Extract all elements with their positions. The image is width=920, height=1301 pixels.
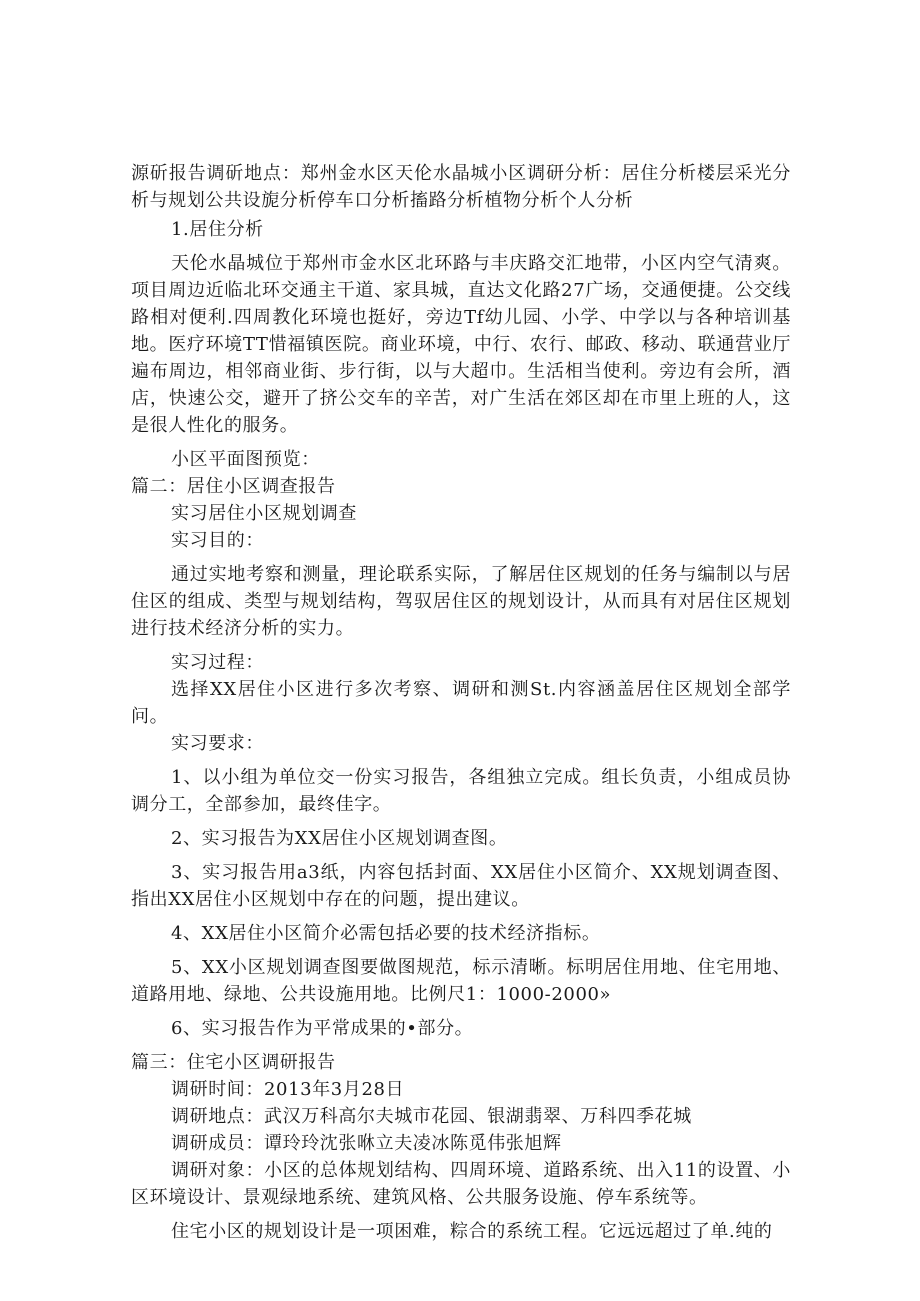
requirement-item-3: 3、实习报告用a3纸，内容包括封面、XX居住小区简介、XX规划调查图、指出XX居住小区规划中存在的问题，提出建议。	[131, 862, 791, 910]
survey-members: 调研成员：谭玲玲沈张咻立夫凌冰陈觅伟张旭辉	[171, 1133, 562, 1154]
requirement-item-4: 4、XX居住小区简介必需包括必要的技术经济指标。	[171, 923, 601, 944]
requirement-item-6: 6、实习报告作为平常成果的•部分。	[171, 1018, 474, 1039]
survey-place: 调研地点：武汉万科高尔夫城市花园、银湖翡翠、万科四季花城	[171, 1106, 692, 1127]
residential-analysis-paragraph: 天伦水晶城位于郑州市金水区北环路与丰庆路交汇地带，小区内空气清爽。项目周边近临北环交通主干道、家具城，直达文化路27广场，交通便捷。公交线路相对便利.四周教化环境也挺好，旁边Tf幼儿园、小学、中学以与各种培训基地。医疗环境TT惜福镇医院。商业环境，中行、农行、邮政、移动、联通营业厅遍布周边，相邻商业街、步行街，以与大超巾。生活相当使利。旁边有会所，酒店，快速公交，避开了挤公交车的辛苦，对广生活在郊区却在市里上班的人，这是很人性化的服务。	[131, 253, 791, 436]
purpose-label: 实习目的：	[171, 530, 264, 551]
process-label: 实习过程：	[171, 652, 264, 673]
section-title-residential-analysis: 1.居住分析	[171, 219, 264, 240]
document-page	[131, 160, 791, 1245]
requirement-item-5: 5、XX小区规划调查图要做图规范，标示清晰。标明居住用地、住宅用地、道路用地、绿地、公共设施用地。比例尺1：1000-2000»	[131, 957, 791, 1005]
part-three-title: 篇三：住宅小区调研报告	[131, 1052, 336, 1073]
survey-objects: 调研对象：小区的总体规划结构、四周环境、道路系统、出入11的设置、小区环境设计、景观绿地系统、建筑风格、公共服务设施、停车系统等。	[131, 1160, 791, 1208]
requirements-label: 实习要求：	[171, 733, 264, 754]
purpose-paragraph: 通过实地考察和测量，理论联系实际，了解居住区规划的任务与编制以与居住区的组成、类型与规划结构，驾驭居住区的规划设计，从而具有对居住区规划进行技术经济分析的实力。	[131, 564, 791, 639]
requirement-item-2: 2、实习报告为XX居住小区规划调查图。	[171, 828, 508, 849]
intro-paragraph: 源斫报告调斫地点：郑州金水区天伦水晶城小区调研分析：居住分析楼层采光分析与规划公共设旎分析停车口分析搐路分析植物分析个人分析	[131, 163, 791, 211]
survey-time: 调研时间：2013年3月28日	[171, 1079, 405, 1100]
closing-paragraph: 住宅小区的规划设计是一项困难，粽合的系统工程。它远远超过了单.纯的	[171, 1221, 773, 1242]
part-two-subtitle: 实习居住小区规划调查	[171, 503, 357, 524]
plan-preview-label: 小区平面图预览：	[171, 449, 320, 470]
requirement-item-1: 1、以小组为单位交一份实习报告，各组独立完成。组长负责，小组成员协调分工，全部参加，最终佳字。	[131, 767, 791, 815]
process-paragraph: 选择XX居住小区进行多次考察、调研和测St.内容涵盖居住区规划全部学问。	[131, 679, 791, 727]
part-two-title: 篇二：居住小区调查报告	[131, 476, 336, 497]
